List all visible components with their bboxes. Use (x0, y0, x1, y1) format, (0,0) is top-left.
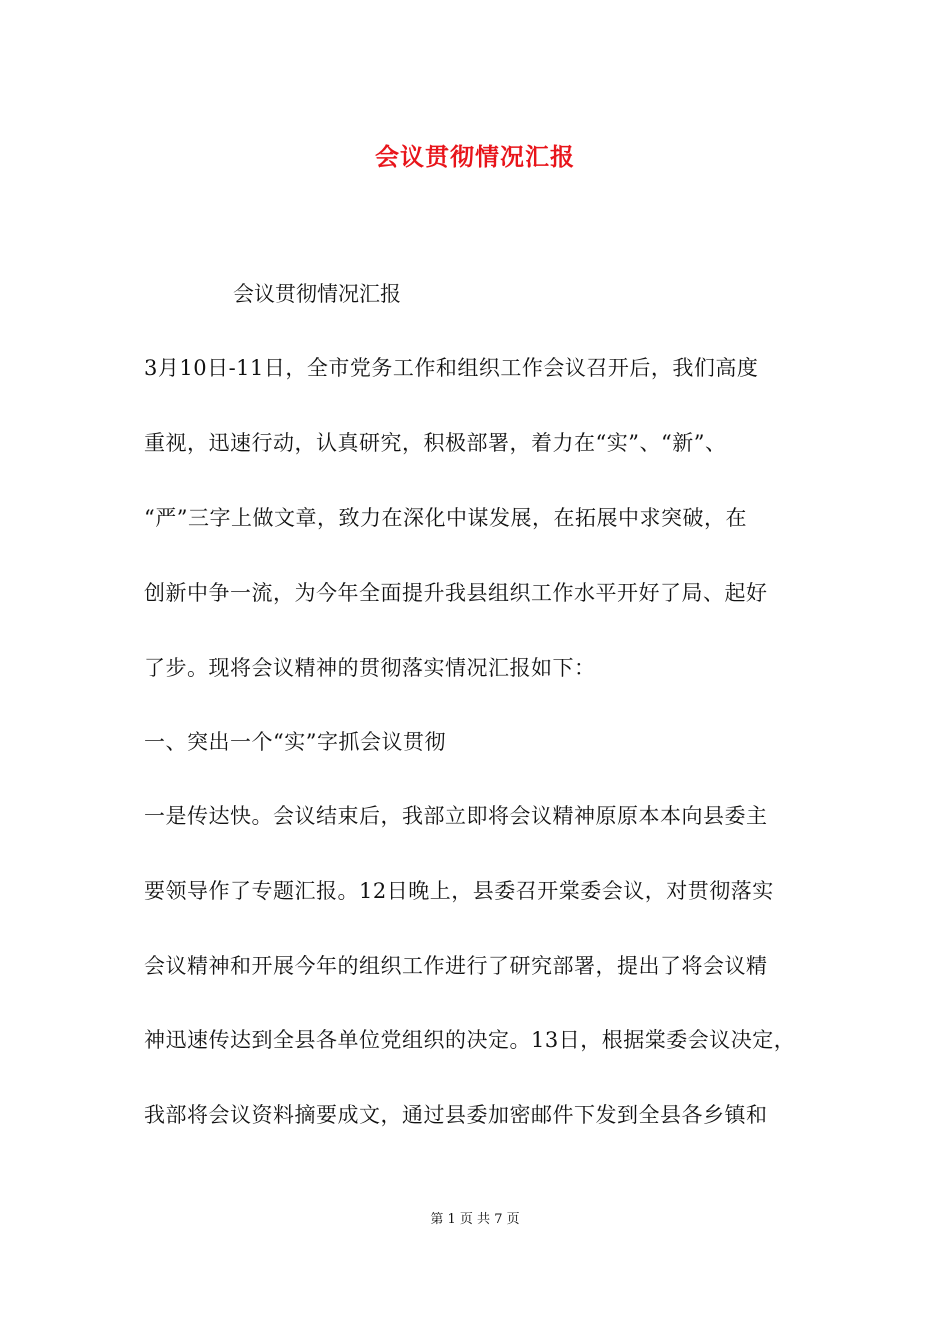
body-line: 神迅速传达到全县各单位党组织的决定。13日，根据棠委会议决定， (144, 1028, 796, 1052)
section-heading: 一、突出一个“实”字抓会议贯彻 (144, 730, 446, 754)
body-line: 一是传达快。会议结束后，我部立即将会议精神原原本本向县委主 (144, 804, 768, 828)
body-line: “严”三字上做文章，致力在深化中谋发展，在拓展中求突破，在 (144, 506, 747, 530)
body-line: 我部将会议资料摘要成文，通过县委加密邮件下发到全县各乡镇和 (144, 1103, 768, 1127)
body-line: 要领导作了专题汇报。12日晚上，县委召开棠委会议，对贯彻落实 (144, 879, 774, 903)
page-footer: 第 1 页 共 7 页 (430, 1212, 520, 1227)
body-line: 创新中争一流，为今年全面提升我县组织工作水平开好了局、起好 (144, 581, 768, 605)
body-line: 了步。现将会议精神的贯彻落实情况汇报如下： (144, 656, 596, 680)
document-title: 会议贯彻情况汇报 (375, 142, 575, 171)
body-line: 会议精神和开展今年的组织工作进行了研究部署，提出了将会议精 (144, 954, 768, 978)
document-subtitle: 会议贯彻情况汇报 (233, 282, 401, 306)
body-line: 重视，迅速行动，认真研究，积极部署，着力在“实”、“新”、 (144, 431, 727, 455)
body-line: 3月10日-11日，全市党务工作和组织工作会议召开后，我们高度 (144, 356, 759, 380)
